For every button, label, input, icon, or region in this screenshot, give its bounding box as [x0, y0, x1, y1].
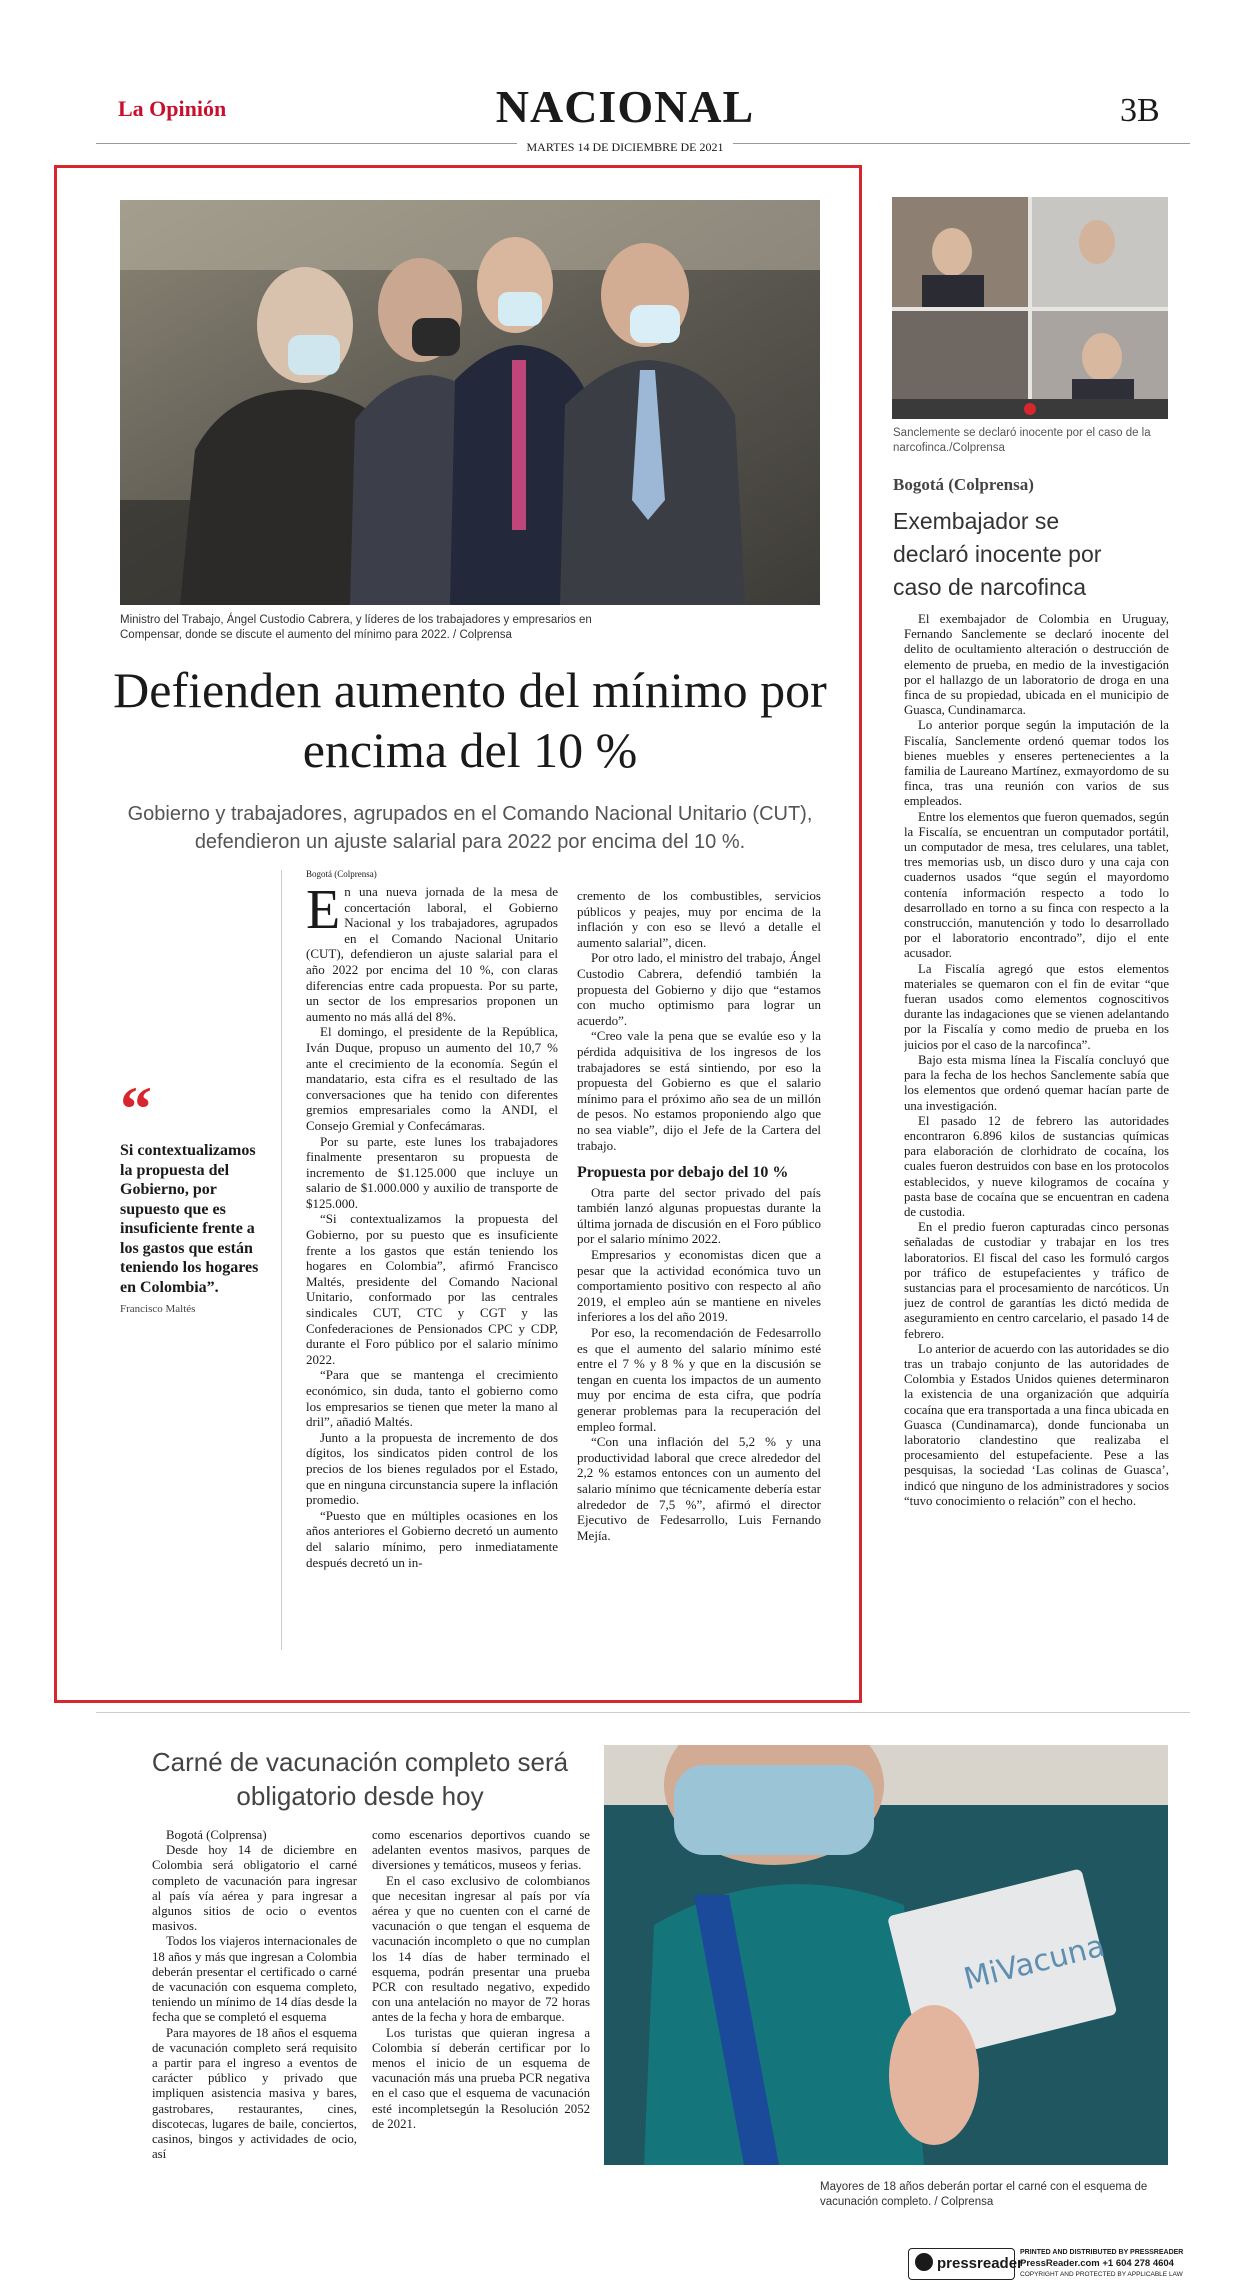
issue-date-text: MARTES 14 DE DICIEMBRE DE 2021 [517, 140, 734, 154]
paragraph: “Creo vale la pena que se evalúe eso y la pérdida adquisitiva de los ingresos de los trabajadores se está sintiendo, por eso la propuesta del Gobierno es que el salario mínimo para el próximo año sea de un millón de pesos. No estamos proponiendo algo que no sea viable”, dijo el Jefe de la Cartera del trabajo. [577, 1028, 821, 1153]
paragraph: Para mayores de 18 años el esquema de vacunación completo será requisito a partir para el ingreso a eventos de carácter público y privado que impliquen asistencia masiva y bares, gastrobares, restaurantes, cines, discotecas, lugares de baile, conciertos, casinos, bingos y actividades de ocio, así [152, 2025, 357, 2162]
paragraph: El pasado 12 de febrero las autoridades encontraron 6.896 kilos de sustancias químicas para elaboración de clorhidrato de cocaína, los cuales fueron destruidos con base en los protocolos establecidos, y nueve kilogramos de cocaína y pasta base de cocaína que se encuentran en cadena de custodia. [904, 1113, 1169, 1219]
paragraph: Los turistas que quieran ingresa a Colombia sí deberán certificar por lo menos el inicio de un esquema de vacunación más una prueba PCR negativa en el caso que el esquema de vacunación esté incompletsegún la Resolución 2052 de 2021. [372, 2025, 590, 2131]
side-photo-caption: Sanclemente se declaró inocente por el caso de la narcofinca./Colprensa [893, 427, 1151, 454]
paragraph: “Para que se mantenga el crecimiento económico, sin duda, tanto el gobierno como los empresarios se tienen que meter la mano al dril”, añadió Maltés. [306, 1367, 558, 1430]
main-dateline: Bogotá (Colprensa) [306, 869, 377, 879]
newspaper-logo: La Opinión [118, 96, 227, 121]
paragraph: El exembajador de Colombia en Uruguay, Fernando Sanclemente se declaró inocente del delito de ocultamiento alteración o destrucción de elemento de prueba, en medio de la investigación por el hallazgo de un laboratorio de droga en una finca de su propiedad, ubicada en el municipio de Guasca, Cundinamarca. [904, 612, 1169, 718]
pull-quote-text: Si contextualizamos la propuesta del Gobierno, por supuesto que es insuficiente frente a los gastos que están teniendo los hogares en Colombia”. [120, 1142, 259, 1296]
footer-line-3: COPYRIGHT AND PROTECTED BY APPLICABLE LAW [1020, 2271, 1183, 2278]
paragraph: Bajo esta misma línea la Fiscalía concluyó que para la fecha de los hechos Sanclemente sabía que los elementos que ordenó quemar hacían parte de una investigación. [904, 1052, 1169, 1113]
paragraph: Por otro lado, el ministro del trabajo, Ángel Custodio Cabrera, defendió también la propuesta del Gobierno y dijo que “estamos con mucho optimismo para lograr un acuerdo”. [577, 950, 821, 1028]
pressreader-icon [915, 2253, 933, 2271]
side-headline: Exembajador se declaró inocente por caso de narcofinca [893, 508, 1102, 600]
paragraph: Junto a la propuesta de incremento de dos dígitos, los sindicatos piden control de los precios de los bienes regulados por el Estado, que en ninguna circunstancia supere la inflación promedio. [306, 1429, 558, 1508]
paragraph: “Puesto que en múltiples ocasiones en los años anteriores el Gobierno decretó un aumento del salario mínimo, pero inmediatamente después decretó un in- [306, 1507, 558, 1570]
paragraph: n una nueva jornada de la mesa de concertación laboral, el Gobierno Nacional y los trabajadores, agrupados en el Comando Nacional Unitario (CUT), defendieron un ajuste salarial para el año 2022 por encima del 10 %, con claras diferencias entre cada propuesta. Por su parte, un sector de los empresarios proponen un aumento no más allá del 8%. [306, 884, 558, 1024]
pull-quote-author: Francisco Maltés [120, 1303, 196, 1315]
section-separator [96, 1712, 1190, 1713]
footer-line-1: PRINTED AND DISTRIBUTED BY PRESSREADER [1020, 2249, 1184, 2256]
side-story-body [904, 612, 1169, 1672]
paragraph: cremento de los combustibles, servicios públicos y peajes, muy por encima de la inflación y con eso se llevó a detalle el aumento salarial”, dicen. [577, 888, 821, 950]
main-story-column-1 [306, 868, 558, 1680]
main-photo-caption: Ministro del Trabajo, Ángel Custodio Cabrera, y líderes de los trabajadores y empresarios en Compensar, donde se discute el aumento del mínimo para 2022. / Colprensa [120, 614, 592, 641]
main-story-photo [120, 200, 820, 605]
dropcap-letter: E [306, 879, 341, 941]
bottom-story-column-2 [372, 1828, 590, 2226]
pressreader-logo-text: pressreader [937, 2255, 1023, 2272]
paragraph: Lo anterior de acuerdo con las autoridades se dio tras un trabajo conjunto de las autoridades de Colombia y Estados Unidos quienes determinaron la existencia de una organización que adquiría cocaína que era transportada a una finca ubicada en Guasca (Cundinamarca), donde funcionaba un laboratorio clandestino que realizaba el procesamiento del estupefaciente. Pese a las pesquisas, la sociedad ‘Las colinas de Guasca’, indicó que ninguno de los administradores y socios “tuvo conocimiento o relación” con el hecho. [904, 1341, 1169, 1508]
paragraph: “Con una inflación del 5,2 % y una productividad laboral que crece alrededor del 2,2 % estamos entonces con un aumento del salario mínimo que técnicamente debería estar alrededor de 7,5 %”, afirmó el director Ejecutivo de Fedesarrollo, Luis Fernando Mejía. [577, 1434, 821, 1543]
paragraph: Todos los viajeros internacionales de 18 años y más que ingresan a Colombia deberán presentar el certificado o carné de vacunación con esquema completo, teniendo un mínimo de 14 días desde la fecha que se completó el esquema [152, 1934, 357, 2025]
issue-date [0, 136, 1250, 155]
card-text: MiVacuna [960, 1928, 1109, 1998]
quote-mark-icon: “ [120, 1073, 152, 1144]
video-call-grid-illustration [892, 197, 1168, 419]
paragraph: En el caso exclusivo de colombianos que necesitan ingresar al país por vía aérea y que no cuenten con el carné de vacunación o que tengan el esquema de vacunación incompleto o que no cumplan los 14 días de haber terminado el esquema, podrán presentar una prueba PCR con resultado negativo, expedido con una antelación no mayor de 72 horas antes de la fecha y hora de embarque. [372, 1873, 590, 2025]
footer-credits [1020, 2248, 1210, 2280]
vaccination-card-illustration [604, 1745, 1168, 2165]
main-story-column-2 [577, 888, 821, 1678]
paragraph: El domingo, el presidente de la República, Iván Duque, propuso un aumento del 10,7 % ante el crecimiento de la economía. Según el mandatario, esta cifra es el resultado de las conversaciones que ha tenido con diferentes gremios empresariales como la ANDI, el Consejo Gremial y Confecámaras. [306, 1024, 558, 1133]
pressreader-logo [908, 2248, 1023, 2280]
bottom-story-photo [604, 1745, 1168, 2165]
paragraph: En el predio fueron capturadas cinco personas señaladas de custodiar y trabajar en los tres laboratorios. El fiscal del caso les formuló cargos por tráfico de estupefacientes y tráfico de sustancias para el procesamiento de narcóticos. Un juez de control de garantías les dictó medida de aseguramiento en centro carcelario, el pasado 14 de febrero. [904, 1220, 1169, 1341]
main-photo-illustration [120, 200, 820, 605]
footer-line-2: PressReader.com +1 604 278 4604 [1020, 2258, 1174, 2269]
pull-quote-block [120, 1073, 270, 1315]
main-headline: Defienden aumento del mínimo por encima del 10 % [113, 662, 827, 778]
paragraph: Por su parte, este lunes los trabajadores finalmente presentaron su propuesta de incremento de $1.125.000 que incluye un salario de $1.000.000 y auxilio de transporte de $125.000. [306, 1133, 558, 1211]
paragraph: Otra parte del sector privado del país también lanzó algunas propuestas durante la última jornada de discusión en el Foro público por el salario mínimo 2022. [577, 1184, 821, 1247]
paragraph: “Si contextualizamos la propuesta del Gobierno, por su puesto que es insuficiente frente a los gastos que están teniendo los hogares en Colombia”, afirmó Francisco Maltés, presidente del Comando Nacional Unitario, conformado por las centrales sindicales CUT, CTC y CGT y las Confederaciones de Pensionados CPC y CDP, durante el Foro público por el salario mínimo 2022. [306, 1211, 558, 1367]
column-subheading: Propuesta por debajo del 10 % [577, 1164, 789, 1182]
page-number: 3B [1120, 92, 1160, 129]
paragraph: Entre los elementos que fueron quemados, según la Fiscalía, se encuentran un computador portátil, un computador de mesa, tres celulares, una tablet, tres memorias usb, un disco duro y una caja con cuadernos usados “que según el mayordomo contenía información respecto a todo lo desarrollado en torno a su finca con respecto a la construcción, manutención y todo lo desarrollado por el laboratorio encontrado”, dijo el ente acusador. [904, 809, 1169, 961]
bottom-dateline: Bogotá (Colprensa) [166, 1828, 267, 1842]
side-dateline: Bogotá (Colprensa) [893, 475, 1034, 494]
paragraph: Desde hoy 14 de diciembre en Colombia será obligatorio el carné completo de vacunación para ingresar al país vía aérea y para ingresar a algunos sitios de ocio o eventos masivos. [152, 1843, 357, 1934]
side-story-photo [892, 197, 1168, 419]
bottom-headline: Carné de vacunación completo será obligatorio desde hoy [151, 1747, 569, 1811]
column-divider [281, 870, 282, 1650]
paragraph: Por eso, la recomendación de Fedesarrollo es que el aumento del salario mínimo esté entre el 7 % y 8 % y que en la discusión se tengan en cuenta los impactos de un aumento muy por encima de esta cifra, que podría generar problemas para la recuperación del empleo formal. [577, 1325, 821, 1434]
section-title: NACIONAL [495, 81, 755, 132]
paragraph: como escenarios deportivos cuando se adelanten eventos masivos, parques de diversiones y temáticos, museos y ferias. [372, 1828, 590, 1873]
main-subhead: Gobierno y trabajadores, agrupados en el Comando Nacional Unitario (CUT), defendieron un ajuste salarial para 2022 por encima del 10 %. [127, 803, 813, 853]
paragraph: Empresarios y economistas dicen que a pesar que la actividad económica tuvo un comportamiento positivo con respecto al año 2019, el empleo aún se mantiene en niveles inferiores a los del año 2019. [577, 1247, 821, 1325]
bottom-story-column-1 [152, 1828, 357, 2226]
paragraph: La Fiscalía agregó que estos elementos materiales se quemaron con el fin de evitar “que fueran usados como elementos cognoscitivos durante las indagaciones que se vienen adelantando por la Fiscalía y como medio de prueba en los juicios por el caso de la narcofinca”. [904, 961, 1169, 1052]
bottom-photo-caption: Mayores de 18 años deberán portar el carné con el esquema de vacunación completo. / Colprensa [820, 2181, 1148, 2208]
paragraph: Lo anterior porque según la imputación de la Fiscalía, Sanclemente ordenó quemar todos los bienes muebles y enseres pertenecientes a la familia de Laureano Martínez, exmayordomo de su finca, tras una reunión con varios de sus empleados. [904, 718, 1169, 809]
